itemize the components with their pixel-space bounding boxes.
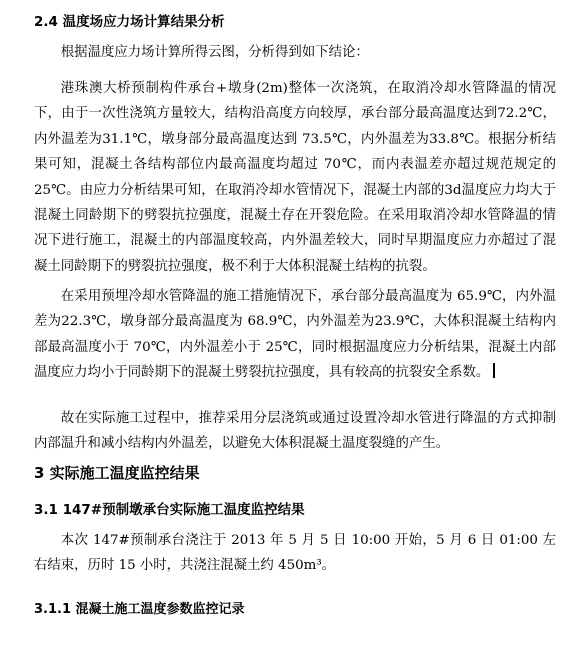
paragraph-1: 港珠澳大桥预制构件承台+墩身(2m)整体一次浇筑，在取消冷却水管降温的情况下，由于一次性浇筑方量较大，结构沿高度方向较厚，承台部分最高温度达到72.2℃，内外温差为31.1℃，墩身部分最高温度达到 73.5℃，内外温差为33.8℃。根据分析结果可知，混凝土各结构部位内最高温度均超过 70℃，而内表温差亦超过规范规定的25℃。由应力分析结果可知，在取消冷却水管情况下，混凝土内部的3d温度应力均大于混凝土同龄期下的劈裂抗拉强度，混凝土存在开裂危险。在采用取消冷却水管降温的情况下进行施工，混凝土的内部温度较高，内外温差较大，同时早期温度应力亦超过了混凝土同龄期下的劈裂抗拉强度，极不利于大体积混凝土结构的抗裂。 [34, 81, 556, 274]
paragraph-2-text: 在采用预埋冷却水管降温的施工措施情况下，承台部分最高温度为 65.9℃，内外温差为22.3℃，墩身部分最高温度为 68.9℃，内外温差为23.9℃，大体积混凝土结构内部最高温度小于 70℃，内外温差小于 25℃，同时根据温度应力分析结果，混凝土内部温度应力均小于同龄期下的混凝土劈裂抗拉强度，具有较高的抗裂安全系数。 [34, 289, 556, 381]
paragraph-4: 本次 147#预制承台浇注于 2013 年 5 月 5 日 10:00 开始，5 月 6 日 01:00 左右结束，历时 15 小时，共浇注混凝土约 450m³。 [34, 533, 556, 574]
text-cursor [493, 363, 495, 378]
paragraph-intro: 根据温度应力场计算所得云图，分析得到如下结论： [60, 45, 369, 60]
section-heading-3: 3 实际施工温度监控结果 [34, 464, 200, 482]
section-heading-3-1: 3.1 147#预制墩承台实际施工温度监控结果 [34, 502, 305, 518]
section-heading-3-1-1: 3.1.1 混凝土施工温度参数监控记录 [34, 602, 245, 617]
paragraph-3: 故在实际施工过程中，推荐采用分层浇筑或通过设置冷却水管进行降温的方式抑制内部温升和减小结构内外温差，以避免大体积混凝土温度裂缝的产生。 [34, 411, 556, 452]
paragraph-2 [34, 284, 556, 386]
section-heading-2-4: 2.4 温度场应力场计算结果分析 [34, 14, 225, 30]
